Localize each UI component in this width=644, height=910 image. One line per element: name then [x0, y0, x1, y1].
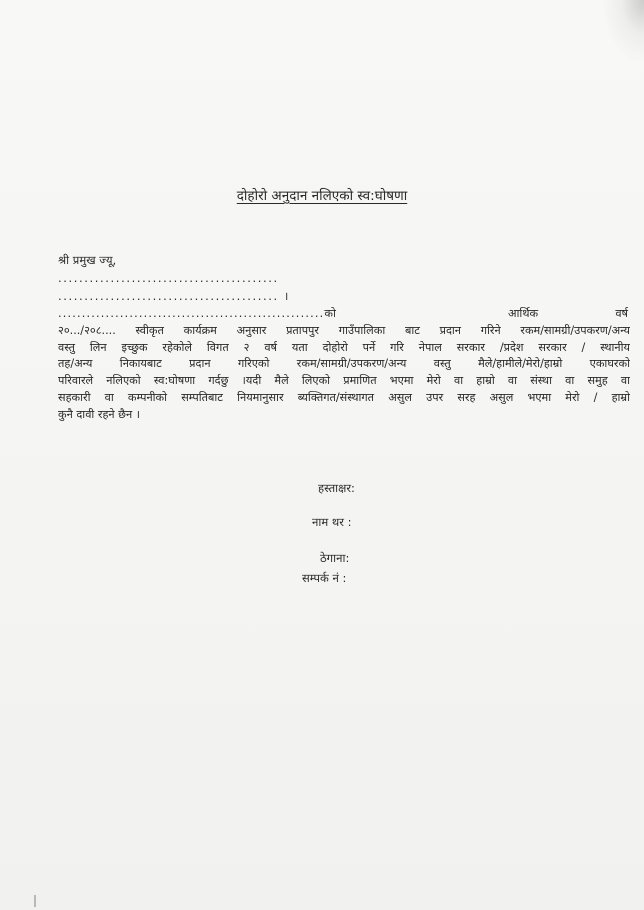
- para-line-4: तह/अन्य निकायबाट प्रदान गरिएको रकम/सामग्री/उपकरण/अन्य वस्तु मैले/हामीले/मेरो/हाम्रो एकाघरको: [58, 357, 630, 371]
- document-title: [0, 187, 644, 205]
- signature-label: हस्ताक्षर:: [318, 481, 355, 495]
- address-label: ठेगाना:: [320, 551, 350, 565]
- blank-line-1: ..........................................: [58, 271, 279, 285]
- blank-line-2: .......................................... ।: [58, 289, 290, 303]
- name-label: नाम थर :: [312, 515, 352, 529]
- para-line-6: सहकारी वा कम्पनीको सम्पतिबाट नियमानुसार ब्यक्तिगत/संस्थागत असुल उपर सरह असुल भएमा मेरो / हाम्रो: [58, 390, 630, 404]
- document-title-text: दोहोरो अनुदान नलिएको स्व:घोषणा: [236, 188, 408, 204]
- scan-edge-mark: [34, 895, 36, 907]
- para-line-5: परिवारले नलिएको स्व:घोषणा गर्दछु ।यदी मैले लिएको प्रमाणित भएमा मेरो वा हाम्रो वा संस्था वा समुह वा: [58, 374, 630, 388]
- scan-corner-shadow: [604, 0, 644, 60]
- para-line-1-word-year: वर्ष: [615, 307, 628, 320]
- para-line-1: [58, 306, 630, 323]
- para-line-2: २०.../२०८.... स्वीकृत कार्यक्रम अनुसार प्रतापपुर गाउँपालिका बाट प्रदान गरिने रकम/सामग्री/उपकरण/अन्य: [58, 323, 630, 337]
- para-line-1-word-fiscal: आर्थिक: [508, 307, 539, 320]
- declaration-paragraph: [58, 306, 630, 424]
- para-line-1-dots: ........................................................को: [58, 307, 338, 320]
- salutation: श्री प्रमुख ज्यू,: [58, 253, 117, 267]
- para-line-3: वस्तु लिन इच्छुक रहेकोले विगत २ वर्ष यता दोहोरो पर्ने गरि नेपाल सरकार /प्रदेश सरकार / स्थानीय: [58, 340, 630, 354]
- para-line-7: कुनै दावी रहने छैन ।: [58, 407, 140, 421]
- contact-label: सम्पर्क नं :: [302, 571, 347, 585]
